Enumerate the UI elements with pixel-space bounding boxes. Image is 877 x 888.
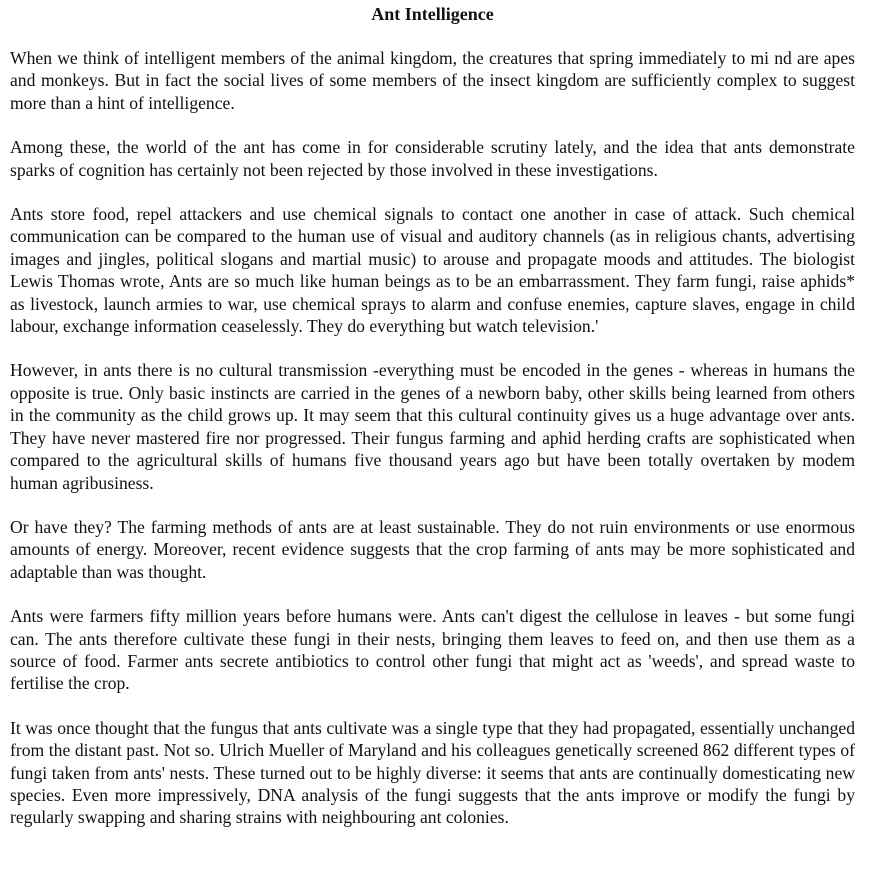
paragraph-3: Ants store food, repel attackers and use chemical signals to contact one another in case of attack. Such chemical communication can be compared to the human use of visual and auditory channels (as in religious chants, advertising images and jingles, political slogans and martial music) to arouse and propagate moods and attitudes. The biologist Lewis Thomas wrote, Ants are so much like human beings as to be an embarrassment. They farm fungi, raise aphids* as livestock, launch armies to war, use chemical sprays to alarm and confuse enemies, capture slaves, engage in child labour, exchange information ceaselessly. They do everything but watch television.' [10, 204, 855, 337]
document [10, 0, 855, 851]
paragraph-4: However, in ants there is no cultural transmission -everything must be encoded in the genes - whereas in humans the opposite is true. Only basic instincts are carried in the genes of a newborn baby, other skills being learned from others in the community as the child grows up. It may seem that this cultural continuity gives us a huge advantage over ants. They have never mastered fire nor progressed. Their fungus farming and aphid herding crafts are sophisticated when compared to the agricultural skills of humans five thousand years ago but have been totally overtaken by modem human agribusiness. [10, 360, 855, 493]
paragraph-2: Among these, the world of the ant has come in for considerable scrutiny lately, and the idea that ants demonstrate sparks of cognition has certainly not been rejected by those involved in these investigations. [10, 137, 855, 180]
paragraph-6: Ants were farmers fifty million years before humans were. Ants can't digest the cellulose in leaves - but some fungi can. The ants therefore cultivate these fungi in their nests, bringing them leaves to feed on, and then use them as a source of food. Farmer ants secrete antibiotics to control other fungi that might act as 'weeds', and spread waste to fertilise the crop. [10, 606, 855, 694]
paragraph-5: Or have they? The farming methods of ants are at least sustainable. They do not ruin environments or use enormous amounts of energy. Moreover, recent evidence suggests that the crop farming of ants may be more sophisticated and adaptable than was thought. [10, 516, 855, 582]
document-title: Ant Intelligence [371, 4, 494, 24]
paragraph-7: It was once thought that the fungus that ants cultivate was a single type that they had propagated, essentially unchanged from the distant past. Not so. Ulrich Mueller of Maryland and his colleagues genetically screened 862 different types of fungi taken from ants' nests. These turned out to be highly diverse: it seems that ants are continually domesticating new species. Even more impressively, DNA analysis of the fungi suggests that the ants improve or modify the fungi by regularly swapping and sharing strains with neighbouring ant colonies. [10, 717, 855, 828]
paragraph-1: When we think of intelligent members of the animal kingdom, the creatures that spring immediately to mi nd are apes and monkeys. But in fact the social lives of some members of the insect kingdom are sufficiently complex to suggest more than a hint of intelligence. [10, 48, 855, 113]
